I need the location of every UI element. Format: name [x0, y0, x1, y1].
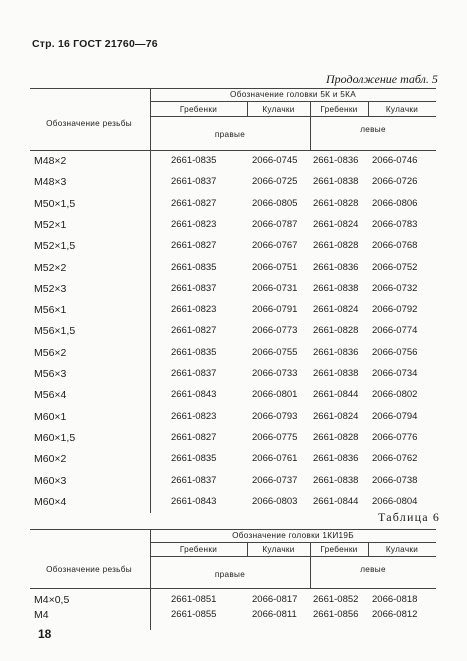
part-number-cell: 2066-0787 [252, 218, 298, 230]
thread-designation: M60×1 [34, 410, 67, 423]
table6-col-header-4: Кулачки [385, 545, 419, 554]
table5-col-header-3: Гребенки [320, 105, 358, 114]
thread-designation: M60×1,5 [34, 431, 76, 444]
table6-subheader-rule [150, 556, 436, 557]
part-number-cell: 2066-0725 [252, 176, 298, 188]
part-number-cell: 2066-0793 [252, 410, 298, 422]
part-number-cell: 2066-0756 [372, 346, 418, 358]
table5-row-header: Обозначение резьбы [46, 119, 132, 128]
part-number-cell: 2066-0783 [372, 218, 418, 230]
part-number-cell: 2066-0767 [252, 240, 298, 252]
table6-top-rule [30, 529, 436, 530]
part-number-cell: 2661-0824 [313, 410, 359, 422]
part-number-cell: 2661-0852 [313, 594, 359, 605]
page-header: Стр. 16 ГОСТ 21760—76 [32, 38, 158, 50]
part-number-cell: 2066-0745 [252, 155, 298, 166]
continuation-label: Продолжение табл. 5 [326, 72, 438, 86]
table6-header-rule [30, 588, 436, 589]
part-number-cell: 2066-0768 [372, 240, 418, 252]
part-number-cell: 2661-0838 [313, 368, 359, 379]
table6-label: Таблица 6 [378, 510, 441, 524]
part-number-cell: 2066-0773 [252, 325, 298, 337]
part-number-cell: 2661-0837 [171, 474, 217, 486]
thread-designation: M48×3 [34, 176, 67, 189]
part-number-cell: 2066-0752 [372, 261, 418, 273]
part-number-cell: 2661-0844 [313, 389, 359, 401]
part-number-cell: 2661-0838 [313, 474, 359, 486]
part-number-cell: 2661-0835 [171, 155, 217, 166]
part-number-cell: 2661-0823 [171, 218, 217, 230]
part-number-cell: 2066-0733 [252, 368, 298, 379]
part-number-cell: 2066-0792 [372, 304, 418, 316]
thread-designation: M56×1 [34, 304, 67, 317]
table6-group-rule [150, 542, 436, 543]
part-number-cell: 2661-0824 [313, 304, 359, 316]
part-number-cell: 2066-0738 [372, 474, 418, 486]
thread-designation: M52×3 [34, 282, 67, 295]
part-number-cell: 2661-0838 [313, 282, 359, 294]
part-number-cell: 2661-0838 [313, 176, 359, 188]
part-number-cell: 2066-0775 [252, 431, 298, 443]
part-number-cell: 2066-0794 [372, 410, 418, 422]
part-number-cell: 2066-0774 [372, 325, 418, 337]
part-number-cell: 2661-0835 [171, 346, 217, 358]
part-number-cell: 2661-0835 [171, 453, 217, 465]
thread-designation: M60×4 [34, 495, 67, 508]
part-number-cell: 2066-0755 [252, 346, 298, 358]
part-number-cell: 2066-0737 [252, 474, 298, 486]
table5-header-rule [30, 150, 436, 151]
part-number-cell: 2066-0791 [252, 304, 298, 316]
thread-designation: M48×2 [34, 155, 67, 167]
table5-col-header-4: Кулачки [385, 105, 419, 114]
part-number-cell: 2661-0827 [171, 431, 217, 443]
thread-designation: M52×2 [34, 261, 67, 274]
table6-col-header-1: Гребенки [179, 545, 218, 554]
part-number-cell: 2066-0746 [372, 155, 418, 166]
table6-group-header: Обозначение головки 1КИ19Б [232, 531, 354, 540]
part-number-cell: 2661-0827 [171, 240, 217, 252]
part-number-cell: 2066-0776 [372, 431, 418, 443]
part-number-cell: 2661-0837 [171, 368, 217, 379]
table6-col-header-2: Кулачки [262, 545, 295, 554]
part-number-cell: 2661-0843 [171, 495, 217, 507]
table6-col-header-3: Гребенки [320, 545, 358, 554]
thread-designation: M52×1 [34, 218, 67, 231]
part-number-cell: 2661-0827 [171, 325, 217, 337]
part-number-cell: 2661-0827 [171, 197, 217, 209]
part-number-cell: 2066-0801 [252, 389, 298, 401]
part-number-cell: 2066-0805 [252, 197, 298, 209]
table6-right-label: правые [214, 570, 246, 579]
part-number-cell: 2661-0828 [313, 240, 359, 252]
part-number-cell: 2661-0828 [313, 325, 359, 337]
part-number-cell: 2661-0836 [313, 261, 359, 273]
part-number-cell: 2661-0843 [171, 389, 217, 401]
part-number-cell: 2066-0818 [372, 594, 418, 605]
thread-designation: M50×1,5 [34, 197, 76, 210]
thread-designation: M4×0,5 [34, 594, 70, 606]
part-number-cell: 2661-0837 [171, 282, 217, 294]
part-number-cell: 2661-0856 [313, 609, 359, 620]
part-number-cell: 2066-0732 [372, 282, 418, 294]
part-number-cell: 2066-0806 [372, 197, 418, 209]
table5-right-label: правые [214, 130, 246, 139]
part-number-cell: 2661-0851 [171, 594, 217, 605]
thread-designation: M60×3 [34, 474, 67, 487]
part-number-cell: 2661-0823 [171, 410, 217, 422]
table5-vline-1 [150, 89, 151, 513]
part-number-cell: 2661-0855 [171, 609, 217, 620]
thread-designation: M56×3 [34, 368, 67, 380]
table5-group-rule [150, 101, 436, 102]
thread-designation: M4 [34, 609, 49, 621]
table5-group-header: Обозначение головки 5К и 5КА [230, 90, 356, 99]
part-number-cell: 2066-0802 [372, 389, 418, 401]
part-number-cell: 2066-0804 [372, 495, 418, 507]
part-number-cell: 2661-0828 [313, 197, 359, 209]
part-number-cell: 2066-0812 [372, 609, 418, 620]
part-number-cell: 2661-0836 [313, 155, 359, 166]
part-number-cell: 2066-0761 [252, 453, 298, 465]
table5-col-header-2: Кулачки [262, 105, 295, 114]
page-number: 18 [38, 627, 52, 641]
part-number-cell: 2066-0811 [252, 609, 297, 620]
part-number-cell: 2661-0828 [313, 431, 359, 443]
part-number-cell: 2661-0824 [313, 218, 359, 230]
part-number-cell: 2066-0726 [372, 176, 418, 188]
thread-designation: M56×4 [34, 389, 67, 402]
table5-top-rule [30, 88, 436, 89]
table5-subheader-rule [150, 116, 436, 117]
part-number-cell: 2066-0803 [252, 495, 298, 507]
part-number-cell: 2661-0836 [313, 453, 359, 465]
part-number-cell: 2661-0835 [171, 261, 217, 273]
thread-designation: M56×1,5 [34, 325, 76, 338]
part-number-cell: 2066-0731 [252, 282, 298, 294]
part-number-cell: 2661-0823 [171, 304, 217, 316]
thread-designation: M60×2 [34, 453, 67, 466]
part-number-cell: 2066-0751 [252, 261, 298, 273]
part-number-cell: 2066-0734 [372, 368, 418, 379]
table6-left-label: левые [360, 565, 386, 574]
part-number-cell: 2661-0837 [171, 176, 217, 188]
table6-row-header: Обозначение резьбы [46, 565, 132, 574]
thread-designation: M52×1,5 [34, 240, 76, 253]
part-number-cell: 2066-0817 [252, 594, 298, 605]
part-number-cell: 2661-0844 [313, 495, 359, 507]
table5-left-label: левые [360, 125, 386, 134]
part-number-cell: 2066-0762 [372, 453, 418, 465]
part-number-cell: 2661-0836 [313, 346, 359, 358]
thread-designation: M56×2 [34, 346, 67, 359]
table5-col-header-1: Гребенки [179, 105, 218, 114]
